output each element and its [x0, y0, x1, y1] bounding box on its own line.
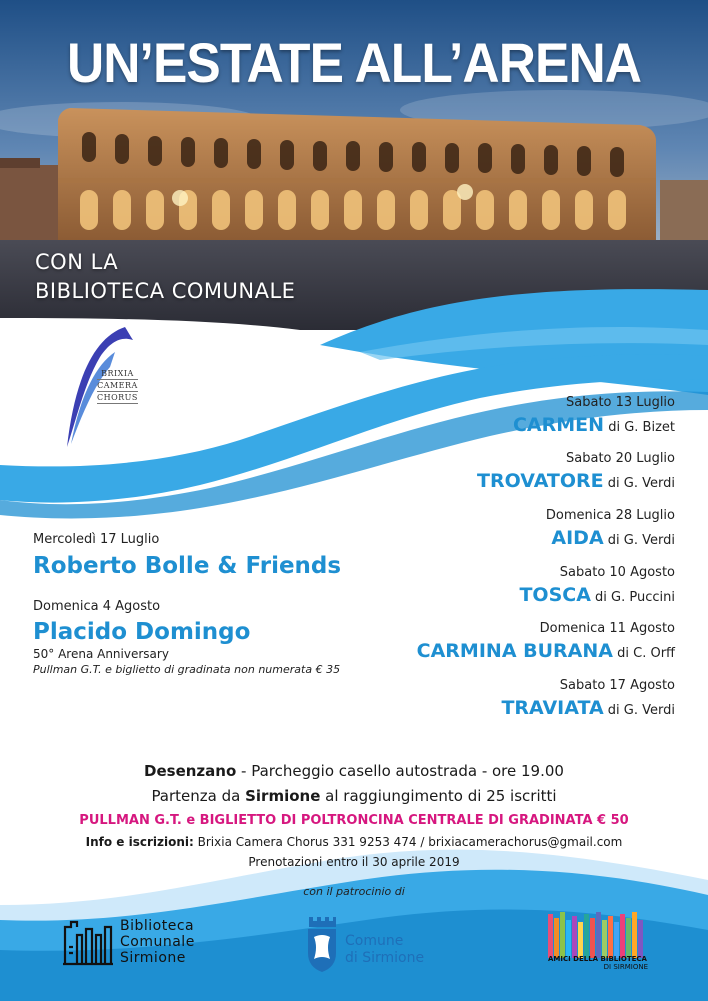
- partenza-post: al raggiungimento di 25 iscritti: [320, 787, 557, 805]
- bolle-date: Mercoledì 17 Luglio: [33, 532, 160, 547]
- event-title: TRAVIATA: [501, 697, 604, 719]
- colored-books-icon: [548, 912, 658, 958]
- comune-di-sirmione-logo: [305, 915, 445, 975]
- amici-line-1: AMICI DELLA BIBLIOTECA: [548, 955, 647, 963]
- subtitle-line-2: BIBLIOTECA COMUNALE: [35, 279, 296, 303]
- event-carmina-burana: [417, 621, 675, 665]
- partenza-place: Sirmione: [245, 787, 321, 805]
- event-author: di C. Orff: [617, 646, 675, 661]
- biblioteca-line-1: Biblioteca: [120, 918, 195, 934]
- event-carmen: [513, 395, 675, 439]
- event-title: TOSCA: [519, 584, 591, 606]
- brixia-line-2: CAMERA: [97, 381, 138, 390]
- event-traviata: [501, 678, 675, 722]
- event-trovatore: [477, 451, 675, 495]
- event-date: Sabato 17 Agosto: [559, 678, 675, 693]
- contact-label: Info e iscrizioni:: [85, 835, 194, 849]
- biblioteca-line-3: Sirmione: [120, 950, 186, 966]
- anniversary-label: 50° Arena Anniversary: [33, 647, 169, 661]
- event-domingo: [33, 599, 340, 676]
- subtitle-line-1: CON LA: [35, 250, 119, 274]
- deadline-line: Prenotazioni entro il 30 aprile 2019: [248, 855, 460, 869]
- event-author: di G. Puccini: [595, 590, 675, 605]
- domingo-date: Domenica 4 Agosto: [33, 599, 161, 614]
- brixia-line-1: BRIXIA: [97, 368, 138, 380]
- brixia-camera-chorus-logo: [55, 322, 165, 452]
- event-author: di G. Bizet: [608, 420, 675, 435]
- event-author: di G. Verdi: [607, 703, 675, 718]
- domingo-title: Placido Domingo: [33, 619, 251, 645]
- comune-line-1: Comune: [345, 933, 404, 949]
- event-date: Domenica 11 Agosto: [539, 621, 675, 636]
- contact-value: Brixia Camera Chorus 331 9253 474 / brixiacamerachorus@gmail.com: [193, 835, 623, 849]
- event-author: di G. Verdi: [607, 533, 675, 548]
- biblioteca-line-2: Comunale: [120, 934, 195, 950]
- bolle-title: Roberto Bolle & Friends: [33, 553, 342, 579]
- comune-line-2: di Sirmione: [345, 950, 425, 966]
- event-bolle: [33, 532, 341, 581]
- departure-details: - Parcheggio casello autostrada - ore 19.00: [236, 762, 564, 780]
- event-aida: [546, 508, 675, 552]
- amici-line-2: DI SIRMIONE: [603, 963, 648, 971]
- event-title: CARMEN: [512, 414, 605, 436]
- event-author: di G. Verdi: [607, 476, 675, 491]
- event-title: AIDA: [551, 527, 604, 549]
- partenza-line: [0, 787, 708, 805]
- brixia-wordmark: [97, 368, 138, 404]
- departure-line: [0, 762, 708, 780]
- event-title: CARMINA BURANA: [416, 640, 613, 662]
- price-line: PULLMAN G.T. e BIGLIETTO DI POLTRONCINA CENTRALE DI GRADINATA € 50: [79, 813, 629, 828]
- event-date: Sabato 10 Agosto: [559, 565, 675, 580]
- departure-place: Desenzano: [144, 762, 237, 780]
- partenza-pre: Partenza da: [151, 787, 246, 805]
- event-title: TROVATORE: [477, 470, 604, 492]
- poster-title: UN’ESTATE ALL’ARENA: [66, 31, 642, 94]
- contact-line: [0, 835, 708, 849]
- event-date: Domenica 28 Luglio: [545, 508, 675, 523]
- biblioteca-comunale-sirmione-logo: [62, 915, 222, 970]
- amici-della-biblioteca-logo: [548, 912, 658, 974]
- brixia-line-3: CHORUS: [97, 393, 138, 402]
- event-tosca: [519, 565, 675, 609]
- coat-of-arms-icon: [305, 915, 339, 973]
- event-date: Sabato 20 Luglio: [566, 451, 675, 466]
- pullman-35-note: Pullman G.T. e biglietto di gradinata non numerata € 35: [33, 663, 341, 676]
- event-date: Sabato 13 Luglio: [566, 395, 675, 410]
- patrocinio-label: con il patrocinio di: [303, 885, 405, 898]
- castle-icon: [62, 917, 114, 967]
